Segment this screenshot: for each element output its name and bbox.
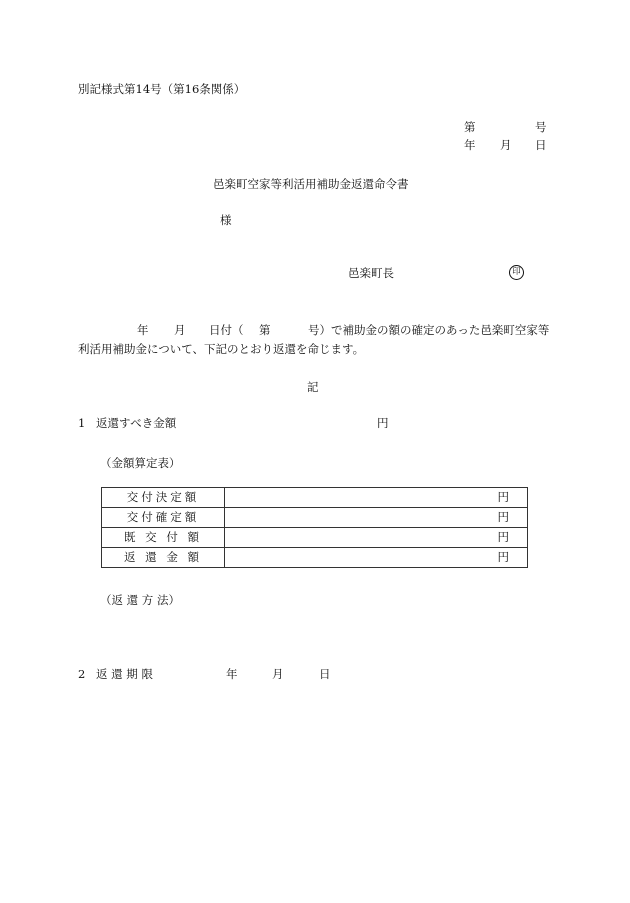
body-year: 年 [137, 323, 149, 337]
body-dai: 第 [259, 323, 271, 337]
table-label: 交付確定額 [102, 508, 225, 528]
item2-day: 日 [319, 667, 331, 681]
seal-mark: 印 [509, 265, 524, 280]
table-label: 交付決定額 [102, 488, 225, 508]
body-line2: 利活用補助金について、下記のとおり返還を命じます。 [78, 342, 365, 356]
table-row [102, 508, 528, 528]
table-unit: 円 [225, 548, 528, 568]
doc-number-dai: 第 [464, 120, 476, 134]
item2-number: 2 [78, 667, 86, 681]
table-unit: 円 [225, 488, 528, 508]
item2-label: 返 還 期 限 [96, 667, 153, 681]
date-day: 日 [535, 138, 547, 152]
item2-year: 年 [226, 667, 238, 681]
calc-table-heading: （金額算定表） [100, 456, 181, 470]
table-row [102, 548, 528, 568]
document-title: 邑楽町空家等利活用補助金返還命令書 [213, 177, 409, 191]
item1-label: 返還すべき金額 [96, 416, 177, 430]
calc-table [101, 487, 528, 568]
doc-number-go: 号 [535, 120, 547, 134]
addressee-suffix: 様 [220, 213, 232, 227]
item2-month: 月 [272, 667, 284, 681]
table-label: 返 還 金 額 [102, 548, 225, 568]
issuer-name: 邑楽町長 [348, 266, 394, 280]
table-row [102, 528, 528, 548]
table-unit: 円 [225, 528, 528, 548]
body-month: 月 [174, 323, 186, 337]
method-heading: （返 還 方 法） [100, 593, 180, 607]
item1-number: 1 [78, 416, 86, 430]
item1-unit: 円 [377, 416, 389, 430]
ki-heading: 記 [307, 380, 319, 394]
date-year: 年 [464, 138, 476, 152]
table-unit: 円 [225, 508, 528, 528]
date-month: 月 [500, 138, 512, 152]
body-line1-rest: 号）で補助金の額の確定のあった邑楽町空家等 [308, 323, 550, 337]
table-label: 既 交 付 額 [102, 528, 225, 548]
table-row [102, 488, 528, 508]
body-day-dated: 日付（ [209, 323, 244, 337]
form-reference: 別記様式第14号（第16条関係） [78, 82, 246, 96]
